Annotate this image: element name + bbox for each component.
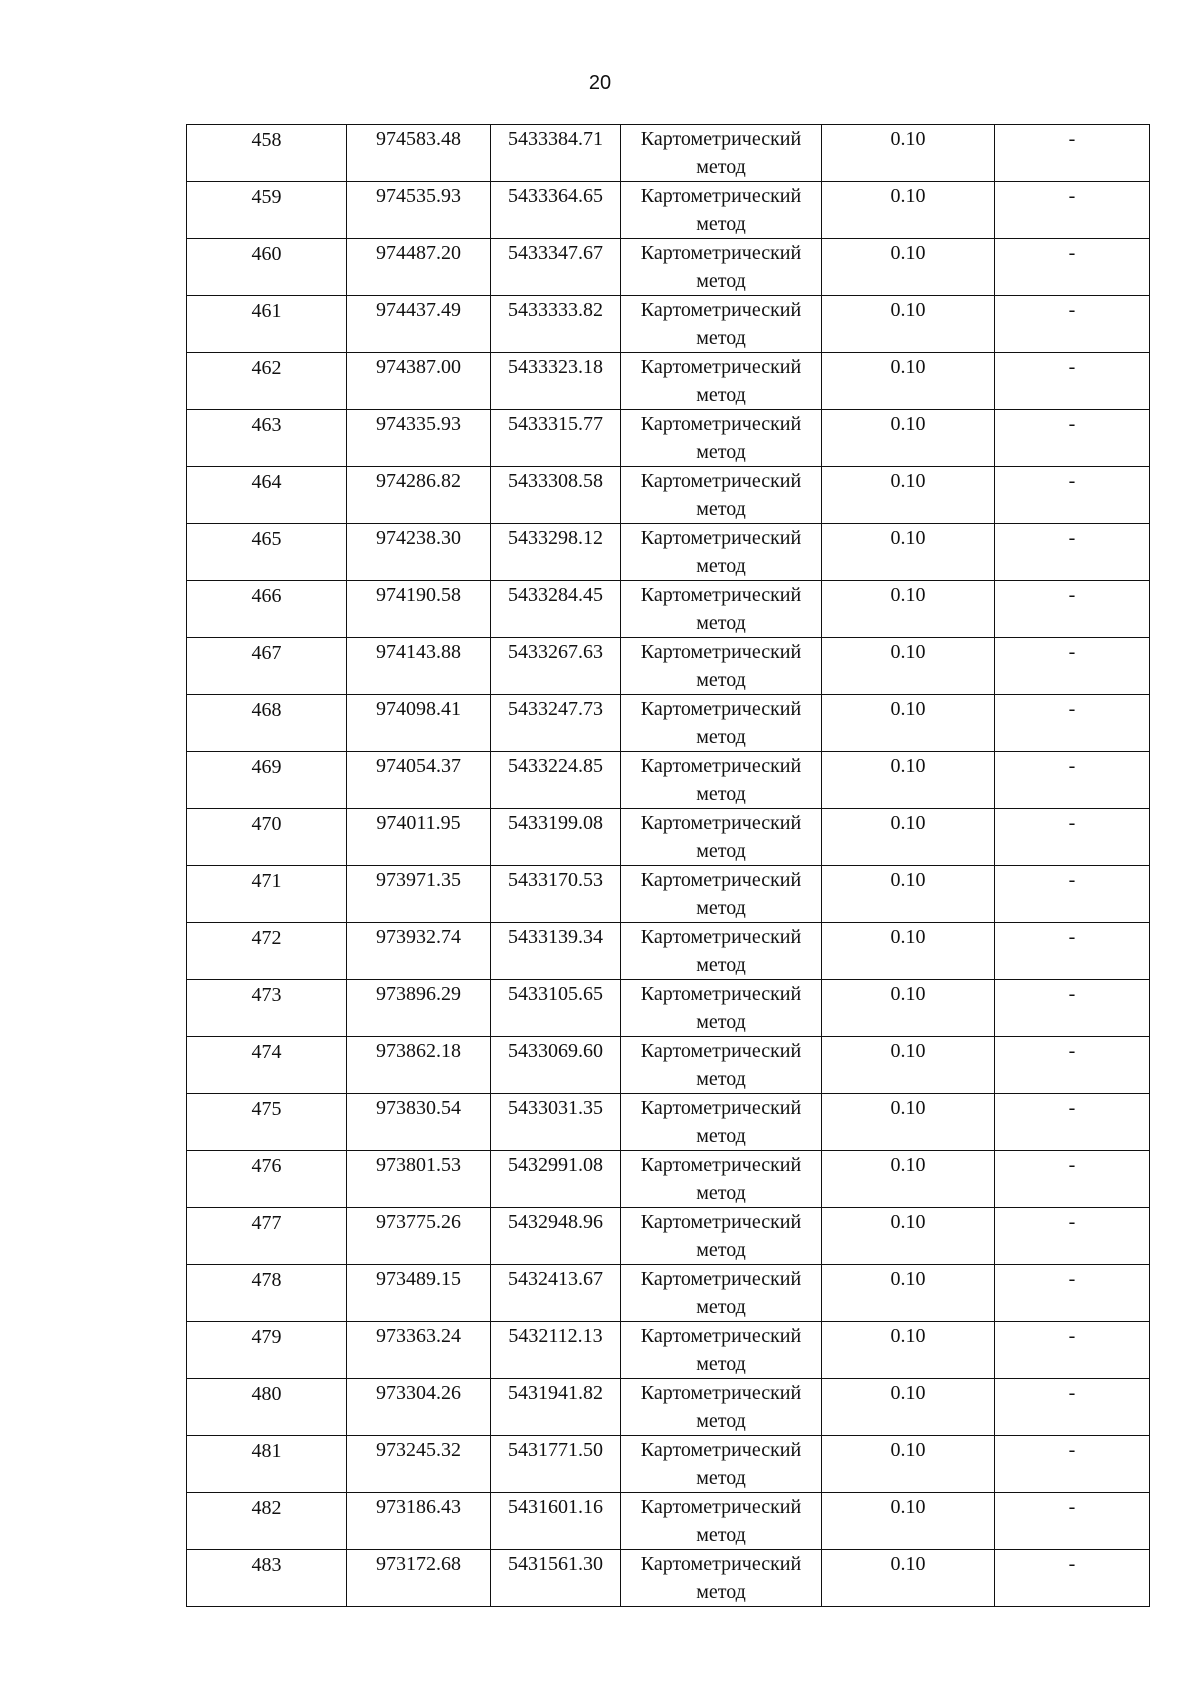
accuracy-cell: 0.10 xyxy=(822,1550,995,1607)
method-line-1: Картометрический xyxy=(640,926,802,948)
x-coordinate-cell: 974387.00 xyxy=(347,353,491,410)
point-number-cell: 461 xyxy=(187,296,347,353)
table-row xyxy=(187,296,1150,353)
method-line-1: Картометрический xyxy=(640,983,802,1005)
method-line-2: метод xyxy=(696,954,746,976)
note-cell: - xyxy=(995,1037,1150,1094)
point-number-cell: 470 xyxy=(187,809,347,866)
point-number-cell: 462 xyxy=(187,353,347,410)
accuracy-cell: 0.10 xyxy=(822,182,995,239)
point-number-cell: 460 xyxy=(187,239,347,296)
x-coordinate-cell: 973896.29 xyxy=(347,980,491,1037)
table-row xyxy=(187,1322,1150,1379)
y-coordinate-cell: 5433308.58 xyxy=(491,467,621,524)
accuracy-cell: 0.10 xyxy=(822,1094,995,1151)
point-number-cell: 481 xyxy=(187,1436,347,1493)
accuracy-cell: 0.10 xyxy=(822,467,995,524)
table-row xyxy=(187,1550,1150,1607)
y-coordinate-cell: 5433323.18 xyxy=(491,353,621,410)
y-coordinate-cell: 5433247.73 xyxy=(491,695,621,752)
accuracy-cell: 0.10 xyxy=(822,695,995,752)
note-cell: - xyxy=(995,638,1150,695)
method-cell xyxy=(621,182,822,239)
table-row xyxy=(187,1436,1150,1493)
table-row xyxy=(187,1265,1150,1322)
method-cell xyxy=(621,1151,822,1208)
y-coordinate-cell: 5433384.71 xyxy=(491,125,621,182)
method-cell xyxy=(621,1550,822,1607)
method-cell xyxy=(621,524,822,581)
method-line-1: Картометрический xyxy=(640,1496,802,1518)
method-line-2: метод xyxy=(696,1125,746,1147)
method-line-1: Картометрический xyxy=(640,356,802,378)
method-cell xyxy=(621,809,822,866)
method-line-1: Картометрический xyxy=(640,1325,802,1347)
y-coordinate-cell: 5433284.45 xyxy=(491,581,621,638)
method-line-1: Картометрический xyxy=(640,698,802,720)
method-line-1: Картометрический xyxy=(640,1097,802,1119)
accuracy-cell: 0.10 xyxy=(822,353,995,410)
note-cell: - xyxy=(995,866,1150,923)
method-cell xyxy=(621,638,822,695)
method-line-2: метод xyxy=(696,1068,746,1090)
point-number-cell: 476 xyxy=(187,1151,347,1208)
method-line-1: Картометрический xyxy=(640,413,802,435)
method-line-1: Картометрический xyxy=(640,299,802,321)
x-coordinate-cell: 973363.24 xyxy=(347,1322,491,1379)
accuracy-cell: 0.10 xyxy=(822,1322,995,1379)
note-cell: - xyxy=(995,1493,1150,1550)
note-cell: - xyxy=(995,1265,1150,1322)
method-line-1: Картометрический xyxy=(640,1211,802,1233)
x-coordinate-cell: 973489.15 xyxy=(347,1265,491,1322)
x-coordinate-cell: 974098.41 xyxy=(347,695,491,752)
method-cell xyxy=(621,1037,822,1094)
x-coordinate-cell: 973971.35 xyxy=(347,866,491,923)
method-line-2: метод xyxy=(696,1239,746,1261)
method-cell xyxy=(621,239,822,296)
method-line-1: Картометрический xyxy=(640,1382,802,1404)
method-cell xyxy=(621,980,822,1037)
method-cell xyxy=(621,752,822,809)
method-line-1: Картометрический xyxy=(640,584,802,606)
method-line-2: метод xyxy=(696,498,746,520)
x-coordinate-cell: 973186.43 xyxy=(347,1493,491,1550)
point-number-cell: 464 xyxy=(187,467,347,524)
y-coordinate-cell: 5433224.85 xyxy=(491,752,621,809)
accuracy-cell: 0.10 xyxy=(822,1493,995,1550)
method-line-1: Картометрический xyxy=(640,1439,802,1461)
point-number-cell: 475 xyxy=(187,1094,347,1151)
note-cell: - xyxy=(995,1322,1150,1379)
accuracy-cell: 0.10 xyxy=(822,1037,995,1094)
y-coordinate-cell: 5433031.35 xyxy=(491,1094,621,1151)
method-line-2: метод xyxy=(696,270,746,292)
method-cell xyxy=(621,1094,822,1151)
note-cell: - xyxy=(995,524,1150,581)
method-cell xyxy=(621,467,822,524)
note-cell: - xyxy=(995,182,1150,239)
method-cell xyxy=(621,1322,822,1379)
note-cell: - xyxy=(995,467,1150,524)
method-line-2: метод xyxy=(696,1467,746,1489)
point-number-cell: 477 xyxy=(187,1208,347,1265)
note-cell: - xyxy=(995,1094,1150,1151)
method-line-2: метод xyxy=(696,555,746,577)
table-row xyxy=(187,581,1150,638)
point-number-cell: 459 xyxy=(187,182,347,239)
x-coordinate-cell: 974583.48 xyxy=(347,125,491,182)
method-cell xyxy=(621,125,822,182)
table-row xyxy=(187,125,1150,182)
note-cell: - xyxy=(995,410,1150,467)
note-cell: - xyxy=(995,809,1150,866)
y-coordinate-cell: 5432112.13 xyxy=(491,1322,621,1379)
x-coordinate-cell: 974054.37 xyxy=(347,752,491,809)
method-line-2: метод xyxy=(696,1353,746,1375)
point-number-cell: 473 xyxy=(187,980,347,1037)
point-number-cell: 472 xyxy=(187,923,347,980)
method-cell xyxy=(621,866,822,923)
method-line-1: Картометрический xyxy=(640,755,802,777)
table-row xyxy=(187,467,1150,524)
point-number-cell: 463 xyxy=(187,410,347,467)
table-row xyxy=(187,239,1150,296)
x-coordinate-cell: 973775.26 xyxy=(347,1208,491,1265)
method-line-2: метод xyxy=(696,897,746,919)
accuracy-cell: 0.10 xyxy=(822,809,995,866)
method-line-1: Картометрический xyxy=(640,1553,802,1575)
x-coordinate-cell: 973245.32 xyxy=(347,1436,491,1493)
y-coordinate-cell: 5433315.77 xyxy=(491,410,621,467)
x-coordinate-cell: 973304.26 xyxy=(347,1379,491,1436)
note-cell: - xyxy=(995,1436,1150,1493)
x-coordinate-cell: 974535.93 xyxy=(347,182,491,239)
note-cell: - xyxy=(995,1208,1150,1265)
accuracy-cell: 0.10 xyxy=(822,524,995,581)
point-number-cell: 469 xyxy=(187,752,347,809)
method-cell xyxy=(621,923,822,980)
method-line-2: метод xyxy=(696,213,746,235)
coordinates-table xyxy=(186,124,1150,1607)
table-row xyxy=(187,809,1150,866)
y-coordinate-cell: 5433347.67 xyxy=(491,239,621,296)
point-number-cell: 465 xyxy=(187,524,347,581)
y-coordinate-cell: 5431941.82 xyxy=(491,1379,621,1436)
method-cell xyxy=(621,1208,822,1265)
accuracy-cell: 0.10 xyxy=(822,752,995,809)
x-coordinate-cell: 974238.30 xyxy=(347,524,491,581)
table-row xyxy=(187,182,1150,239)
note-cell: - xyxy=(995,296,1150,353)
accuracy-cell: 0.10 xyxy=(822,410,995,467)
method-line-2: метод xyxy=(696,441,746,463)
x-coordinate-cell: 974011.95 xyxy=(347,809,491,866)
y-coordinate-cell: 5431601.16 xyxy=(491,1493,621,1550)
point-number-cell: 478 xyxy=(187,1265,347,1322)
y-coordinate-cell: 5432991.08 xyxy=(491,1151,621,1208)
method-line-2: метод xyxy=(696,783,746,805)
note-cell: - xyxy=(995,1151,1150,1208)
method-line-1: Картометрический xyxy=(640,869,802,891)
table-row xyxy=(187,1094,1150,1151)
method-cell xyxy=(621,695,822,752)
note-cell: - xyxy=(995,1379,1150,1436)
y-coordinate-cell: 5433333.82 xyxy=(491,296,621,353)
method-line-1: Картометрический xyxy=(640,242,802,264)
method-line-2: метод xyxy=(696,327,746,349)
method-line-2: метод xyxy=(696,1011,746,1033)
accuracy-cell: 0.10 xyxy=(822,296,995,353)
accuracy-cell: 0.10 xyxy=(822,239,995,296)
note-cell: - xyxy=(995,1550,1150,1607)
method-line-2: метод xyxy=(696,669,746,691)
table-row xyxy=(187,866,1150,923)
table-row xyxy=(187,980,1150,1037)
coordinates-table-body xyxy=(187,125,1150,1607)
method-line-2: метод xyxy=(696,1524,746,1546)
method-line-1: Картометрический xyxy=(640,1268,802,1290)
table-row xyxy=(187,638,1150,695)
accuracy-cell: 0.10 xyxy=(822,1151,995,1208)
point-number-cell: 474 xyxy=(187,1037,347,1094)
point-number-cell: 468 xyxy=(187,695,347,752)
y-coordinate-cell: 5433170.53 xyxy=(491,866,621,923)
x-coordinate-cell: 973932.74 xyxy=(347,923,491,980)
accuracy-cell: 0.10 xyxy=(822,1379,995,1436)
method-line-1: Картометрический xyxy=(640,128,802,150)
x-coordinate-cell: 973801.53 xyxy=(347,1151,491,1208)
y-coordinate-cell: 5433069.60 xyxy=(491,1037,621,1094)
method-line-2: метод xyxy=(696,384,746,406)
note-cell: - xyxy=(995,695,1150,752)
method-line-2: метод xyxy=(696,1182,746,1204)
point-number-cell: 480 xyxy=(187,1379,347,1436)
note-cell: - xyxy=(995,923,1150,980)
table-row xyxy=(187,923,1150,980)
x-coordinate-cell: 974487.20 xyxy=(347,239,491,296)
method-line-2: метод xyxy=(696,1296,746,1318)
method-cell xyxy=(621,410,822,467)
method-line-1: Картометрический xyxy=(640,185,802,207)
method-cell xyxy=(621,1379,822,1436)
note-cell: - xyxy=(995,125,1150,182)
note-cell: - xyxy=(995,353,1150,410)
y-coordinate-cell: 5433105.65 xyxy=(491,980,621,1037)
table-row xyxy=(187,695,1150,752)
method-line-1: Картометрический xyxy=(640,812,802,834)
point-number-cell: 483 xyxy=(187,1550,347,1607)
point-number-cell: 466 xyxy=(187,581,347,638)
method-cell xyxy=(621,296,822,353)
y-coordinate-cell: 5431771.50 xyxy=(491,1436,621,1493)
point-number-cell: 482 xyxy=(187,1493,347,1550)
x-coordinate-cell: 974437.49 xyxy=(347,296,491,353)
method-line-2: метод xyxy=(696,612,746,634)
y-coordinate-cell: 5432948.96 xyxy=(491,1208,621,1265)
accuracy-cell: 0.10 xyxy=(822,866,995,923)
method-line-1: Картометрический xyxy=(640,1154,802,1176)
table-row xyxy=(187,752,1150,809)
method-cell xyxy=(621,1265,822,1322)
table-row xyxy=(187,1208,1150,1265)
y-coordinate-cell: 5432413.67 xyxy=(491,1265,621,1322)
accuracy-cell: 0.10 xyxy=(822,1436,995,1493)
method-cell xyxy=(621,581,822,638)
y-coordinate-cell: 5433139.34 xyxy=(491,923,621,980)
note-cell: - xyxy=(995,239,1150,296)
table-row xyxy=(187,410,1150,467)
accuracy-cell: 0.10 xyxy=(822,638,995,695)
x-coordinate-cell: 974143.88 xyxy=(347,638,491,695)
table-row xyxy=(187,353,1150,410)
y-coordinate-cell: 5433199.08 xyxy=(491,809,621,866)
table-row xyxy=(187,1379,1150,1436)
y-coordinate-cell: 5433298.12 xyxy=(491,524,621,581)
note-cell: - xyxy=(995,752,1150,809)
point-number-cell: 471 xyxy=(187,866,347,923)
table-row xyxy=(187,1151,1150,1208)
page-number: 20 xyxy=(588,72,612,94)
method-line-2: метод xyxy=(696,1581,746,1603)
accuracy-cell: 0.10 xyxy=(822,1208,995,1265)
accuracy-cell: 0.10 xyxy=(822,923,995,980)
accuracy-cell: 0.10 xyxy=(822,125,995,182)
table-row xyxy=(187,524,1150,581)
method-cell xyxy=(621,1436,822,1493)
method-cell xyxy=(621,1493,822,1550)
accuracy-cell: 0.10 xyxy=(822,980,995,1037)
method-line-2: метод xyxy=(696,840,746,862)
method-line-2: метод xyxy=(696,156,746,178)
table-row xyxy=(187,1037,1150,1094)
point-number-cell: 479 xyxy=(187,1322,347,1379)
y-coordinate-cell: 5433364.65 xyxy=(491,182,621,239)
method-line-1: Картометрический xyxy=(640,1040,802,1062)
y-coordinate-cell: 5431561.30 xyxy=(491,1550,621,1607)
method-line-2: метод xyxy=(696,1410,746,1432)
point-number-cell: 458 xyxy=(187,125,347,182)
x-coordinate-cell: 974190.58 xyxy=(347,581,491,638)
x-coordinate-cell: 974335.93 xyxy=(347,410,491,467)
method-line-1: Картометрический xyxy=(640,527,802,549)
method-line-1: Картометрический xyxy=(640,641,802,663)
x-coordinate-cell: 973862.18 xyxy=(347,1037,491,1094)
point-number-cell: 467 xyxy=(187,638,347,695)
table-row xyxy=(187,1493,1150,1550)
method-cell xyxy=(621,353,822,410)
x-coordinate-cell: 974286.82 xyxy=(347,467,491,524)
y-coordinate-cell: 5433267.63 xyxy=(491,638,621,695)
x-coordinate-cell: 973830.54 xyxy=(347,1094,491,1151)
method-line-1: Картометрический xyxy=(640,470,802,492)
method-line-2: метод xyxy=(696,726,746,748)
note-cell: - xyxy=(995,581,1150,638)
note-cell: - xyxy=(995,980,1150,1037)
accuracy-cell: 0.10 xyxy=(822,1265,995,1322)
accuracy-cell: 0.10 xyxy=(822,581,995,638)
x-coordinate-cell: 973172.68 xyxy=(347,1550,491,1607)
